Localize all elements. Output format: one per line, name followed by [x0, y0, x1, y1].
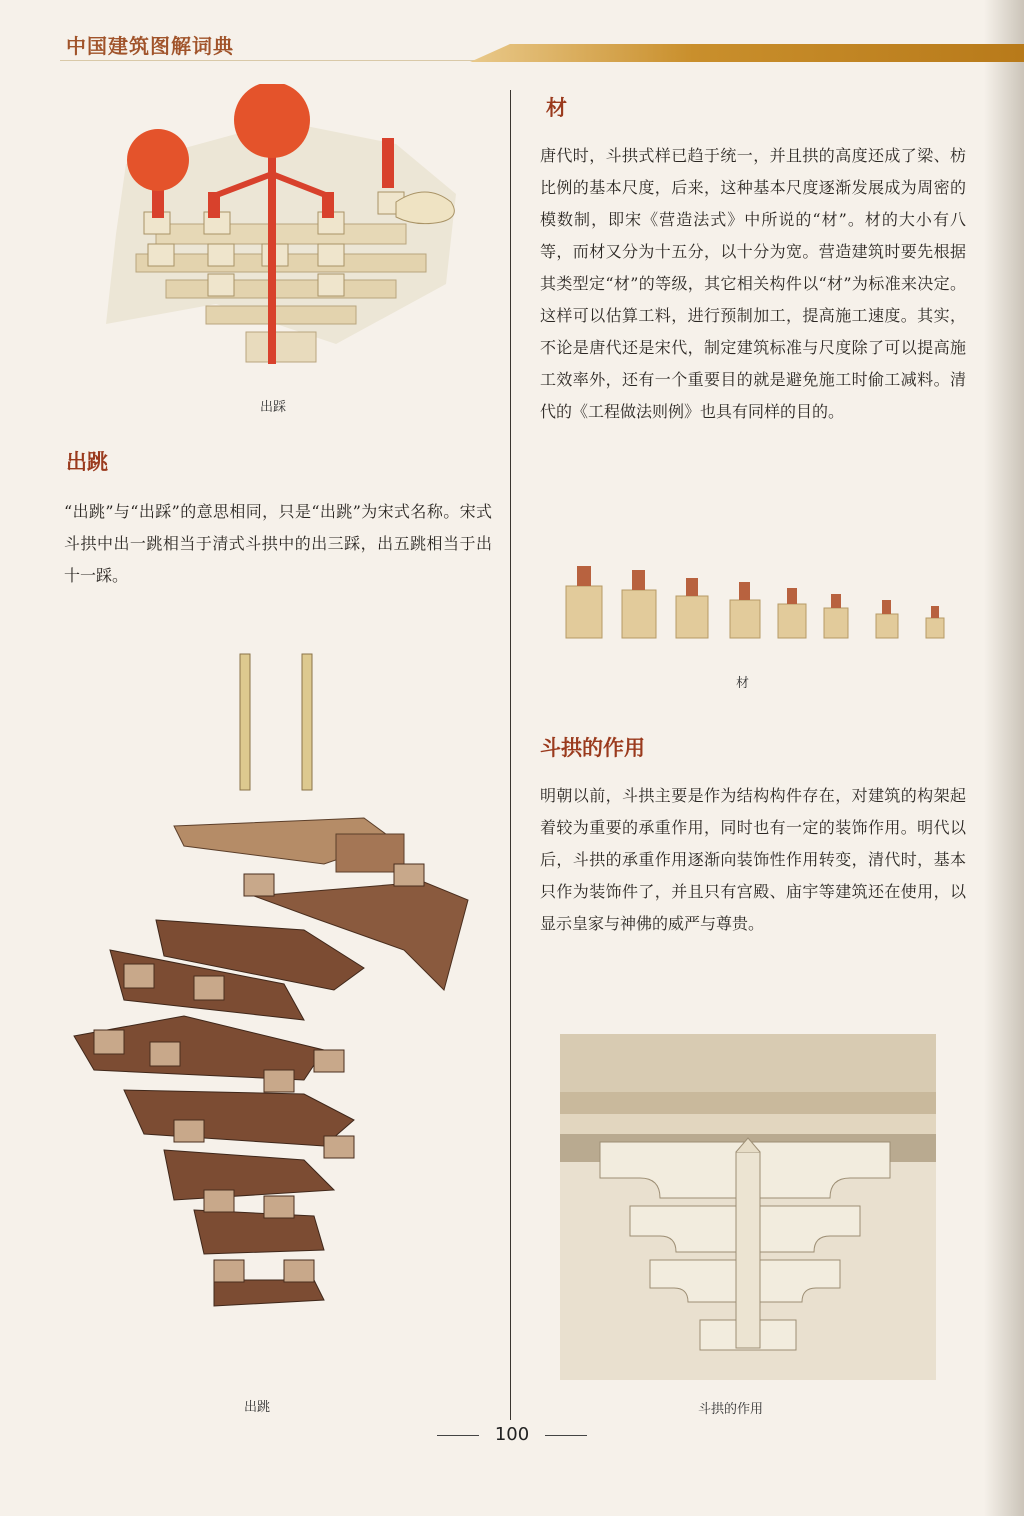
figure-caption-cai: 材	[736, 676, 750, 691]
figure-caption-chutiao: 出跳	[244, 1400, 271, 1415]
page-number-rule-right	[545, 1435, 587, 1436]
book-title: 中国建筑图解词典	[66, 34, 234, 58]
page-number-row	[0, 1424, 1024, 1445]
section-title-chutiao: 出跳	[66, 450, 108, 474]
page-number: 100	[494, 1424, 530, 1445]
header-gold-band	[470, 44, 1024, 62]
figure-dougong-role	[560, 1034, 936, 1380]
section-title-dougong-role: 斗拱的作用	[540, 736, 645, 760]
section-text-cai: 唐代时，斗拱式样已趋于统一，并且拱的高度还成了梁、枋比例的基本尺度，后来，这种基本尺度逐渐发展成为周密的模数制，即宋《营造法式》中所说的“材”。材的大小有八等，而材又分为十五分，以十分为宽。营造建筑时要先根据其类型定“材”的等级，其它相关构件以“材”为标准来决定。这样可以估算工料，进行预制加工，提高施工速度。其实，不论是唐代还是宋代，制定建筑标准与尺度除了可以提高施工效率外，还有一个重要目的就是避免施工时偷工减料。清代的《工程做法则例》也具有同样的目的。	[540, 146, 966, 421]
header-rule	[60, 60, 480, 61]
section-text-dougong-role: 明朝以前，斗拱主要是作为结构构件存在，对建筑的构架起着较为重要的承重作用，同时也有一定的装饰作用。明代以后，斗拱的承重作用逐渐向装饰性作用转变，清代时，基本只作为装饰件了，并且只有宫殿、庙宇等建筑还在使用，以显示皇家与神佛的威严与尊贵。	[540, 786, 966, 933]
section-title-cai: 材	[546, 96, 567, 120]
page-number-rule-left	[437, 1435, 479, 1436]
figure-chucai-bracket	[96, 84, 466, 384]
figure-cai-grades	[556, 558, 956, 648]
figure-caption-chucai: 出踩	[260, 400, 287, 415]
figure-caption-dougong-role: 斗拱的作用	[698, 1402, 764, 1417]
page-edge-shadow	[984, 0, 1024, 1516]
column-divider	[510, 90, 511, 1420]
section-text-chutiao: “出跳”与“出踩”的意思相同，只是“出跳”为宋式名称。宋式斗拱中出一跳相当于清式斗拱中的出三踩，出五跳相当于出十一踩。	[64, 502, 492, 585]
figure-chutiao-exploded-bracket	[64, 650, 494, 1350]
